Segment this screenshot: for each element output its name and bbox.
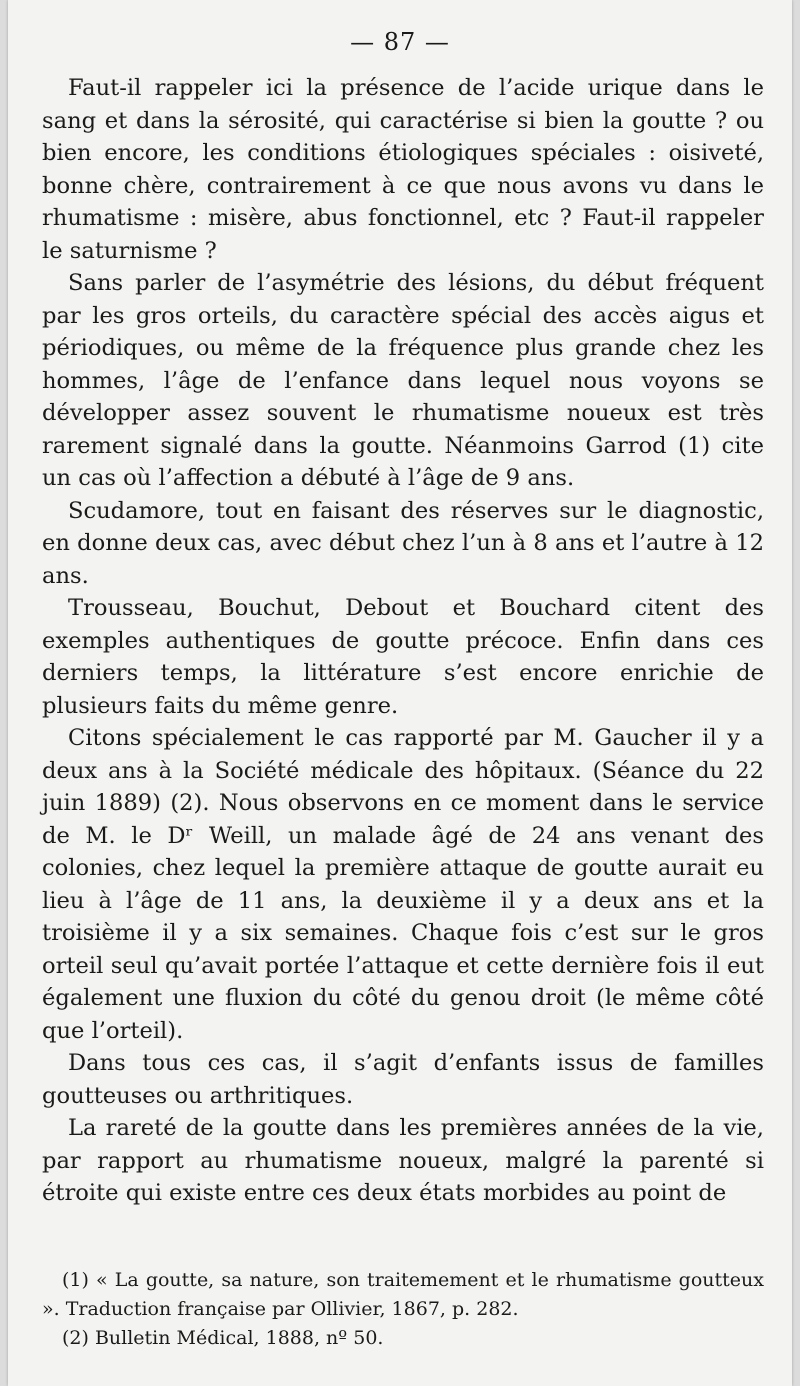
paragraph-5: Citons spécialement le cas rapporté par M. Gaucher il y a deux ans à la Société médicale des hôpitaux. (Séance du 22 juin 1889) (2). Nous observons en ce moment dans le service de M. le Dʳ Weill, un malade âgé de 24 ans venant des colonies, chez lequel la première attaque de goutte aurait eu lieu à l’âge de 11 ans, la deuxième il y a deux ans et la troisième il y a six semaines. Chaque fois c’est sur le gros orteil seul qu’avait portée l’attaque et cette dernière fois il eut également une fluxion du côté du genou droit (le même côté que l’orteil). <box>42 725 764 1044</box>
footnote-2: (2) Bulletin Médical, 1888, nº 50. <box>62 1327 384 1349</box>
page-number: — 87 — <box>350 28 450 56</box>
footnotes <box>42 1266 764 1353</box>
paragraph-2: Sans parler de l’asymétrie des lésions, du début fréquent par les gros orteils, du caractère spécial des accès aigus et périodiques, ou même de la fréquence plus grande chez les hommes, l’âge de l’enfance dans lequel nous voyons se développer assez souvent le rhumatisme noueux est très rarement signalé dans la goutte. Néanmoins Garrod (1) cite un cas où l’affection a débuté à l’âge de 9 ans. <box>42 270 764 491</box>
footnote-1: (1) « La goutte, sa nature, son traitemement et le rhumatisme goutteux ». Traduction française par Ollivier, 1867, p. 282. <box>42 1269 764 1320</box>
document-page <box>8 0 792 1386</box>
body-text <box>42 72 764 1210</box>
paragraph-4: Trousseau, Bouchut, Debout et Bouchard citent des exemples authentiques de goutte précoce. Enfin dans ces derniers temps, la littérature s’est encore enrichie de plusieurs faits du même genre. <box>42 595 764 719</box>
paragraph-7: La rareté de la goutte dans les premières années de la vie, par rapport au rhumatisme noueux, malgré la parenté si étroite qui existe entre ces deux états morbides au point de <box>42 1115 764 1206</box>
paragraph-3: Scudamore, tout en faisant des réserves sur le diagnostic, en donne deux cas, avec début chez l’un à 8 ans et l’autre à 12 ans. <box>42 497 764 589</box>
paragraph-1: Faut-il rappeler ici la présence de l’acide urique dans le sang et dans la sérosité, qui caractérise si bien la goutte ? ou bien encore, les conditions étiologiques spéciales : oisiveté, bonne chère, contrairement à ce que nous avons vu dans le rhumatisme : misère, abus fonctionnel, etc ? Faut-il rappeler le saturnisme ? <box>42 75 764 264</box>
paragraph-6: Dans tous ces cas, il s’agit d’enfants issus de familles goutteuses ou arthritiques. <box>42 1050 764 1109</box>
